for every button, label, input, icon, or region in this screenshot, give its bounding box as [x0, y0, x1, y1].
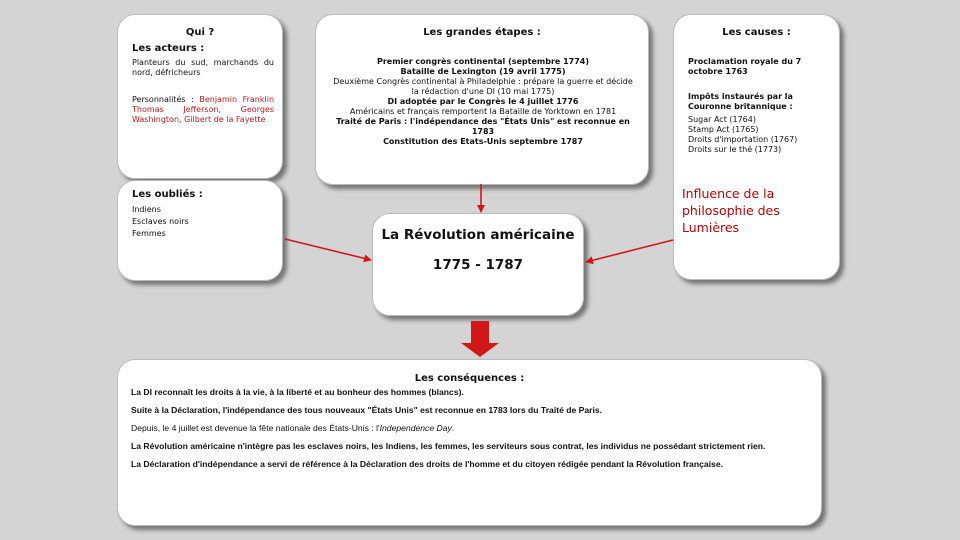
- etape-line: Constitution des Etats-Unis septembre 1787: [383, 137, 583, 146]
- etape-line: DI adoptée par le Congrès le 4 juillet 1776: [387, 97, 579, 106]
- impots-title: Impôts instaurés par la Couronne britannique :: [688, 92, 793, 111]
- consequence-p1: La DI reconnaît les droits à la vie, à la liberté et au bonheur des hommes (blancs).: [131, 387, 464, 397]
- p3-prefix: Depuis, le 4 juillet est devenue la fête nationale des États-Unis : l': [131, 423, 380, 433]
- consequence-p2: Suite à la Déclaration, l'indépendance des tous nouveaux "États Unis" est reconnue en 1783 lors du Traité de Paris.: [131, 405, 603, 415]
- p3-italic: Independence Day: [379, 423, 452, 433]
- etape-line: Deuxième Congrès continental à Philadelphie : prépare la guerre et décide la rédaction d'une DI (10 mai 1775): [333, 77, 633, 96]
- consequence-p3: [131, 423, 809, 434]
- personnalites-names: Benjamin Franklin Thomas Jefferson, Georges Washington, Gilbert de la Fayette: [132, 95, 275, 124]
- acteurs-text: Planteurs du sud, marchands du nord, défricheurs: [132, 58, 274, 77]
- consequence-p4: La Révolution américaine n'intègre pas les esclaves noirs, les Indiens, les femmes, les serviteurs sous contrat, les individus ne possédant strictement rien.: [131, 441, 766, 451]
- oublies-title: Les oubliés :: [132, 189, 203, 200]
- consequences-title: Les conséquences :: [414, 373, 525, 384]
- center-title: La Révolution américaine: [381, 227, 575, 243]
- impot-item: Stamp Act (1765): [688, 125, 759, 134]
- causes-title: Les causes :: [722, 27, 791, 38]
- center-dates: 1775 - 1787: [432, 257, 524, 273]
- proclamation: Proclamation royale du 7 octobre 1763: [688, 57, 802, 76]
- arrow-down-to-consequences: [461, 321, 499, 357]
- oublies-item: Indiens: [132, 205, 161, 214]
- etape-line: Premier congrès continental (septembre 1774): [376, 57, 590, 66]
- consequence-p5: La Déclaration d'indépendance a servi de référence à la Déclaration des droits de l'homme et du citoyen rédigée pendant la Révolution française.: [131, 459, 723, 469]
- arrow-oublies-to-center: [285, 239, 371, 260]
- consequences-body: [131, 387, 809, 477]
- etape-line: Traité de Paris : l'indépendance des "États Unis" est reconnue en 1783: [336, 117, 630, 136]
- impot-item: Droits d'importation (1767): [688, 135, 798, 144]
- etape-line: Bataille de Lexington (19 avril 1775): [400, 67, 566, 76]
- p3-suffix: .: [451, 423, 455, 433]
- arrow-causes-to-center: [586, 240, 673, 262]
- influence-lumieres: Influence de la philosophie des Lumières: [682, 186, 780, 235]
- qui-title: Qui ?: [185, 27, 215, 38]
- personnalites-label: Personnalités :: [132, 95, 194, 104]
- etapes-title: Les grandes étapes :: [423, 27, 541, 38]
- oublies-item: Esclaves noirs: [132, 217, 189, 226]
- impot-item: Droits sur le thé (1773): [688, 145, 782, 154]
- etape-line: Américains et français remportent la Bataille de Yorktown en 1781: [349, 107, 617, 116]
- oublies-item: Femmes: [132, 229, 166, 238]
- acteurs-title: Les acteurs :: [132, 43, 205, 54]
- consequences-box: [117, 359, 822, 526]
- impot-item: Sugar Act (1764): [688, 115, 756, 124]
